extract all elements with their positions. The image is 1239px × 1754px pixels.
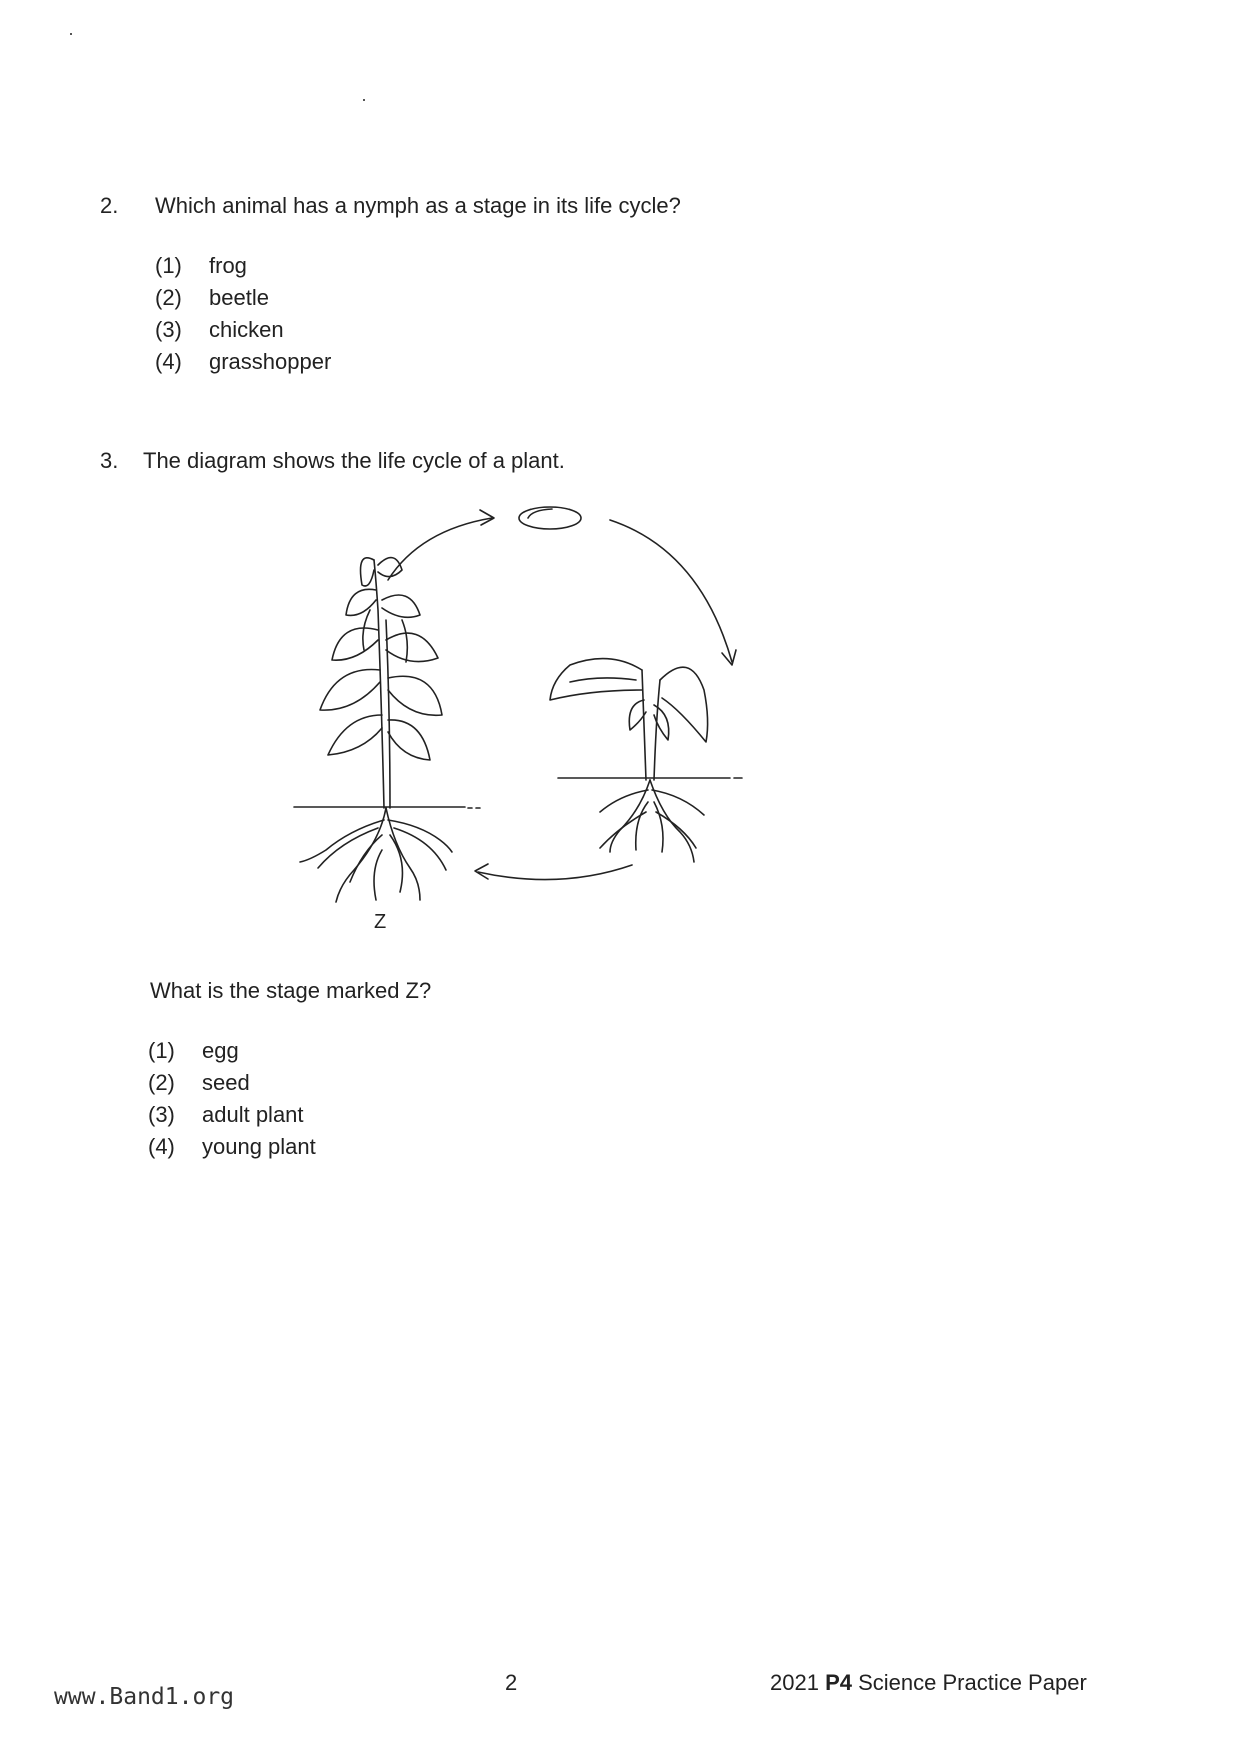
- option-label: beetle: [209, 285, 269, 310]
- plant-life-cycle-diagram: [270, 490, 850, 920]
- option-label: chicken: [209, 317, 284, 342]
- question-3-subquestion: What is the stage marked Z?: [150, 978, 432, 1003]
- paper-title-suffix: Science Practice Paper: [851, 1670, 1087, 1695]
- option-number: (3): [148, 1102, 175, 1127]
- paper-title: [770, 1670, 1087, 1696]
- seed-stage: [519, 507, 581, 529]
- question-3-option[interactable]: [148, 1038, 239, 1064]
- scan-speck: [363, 99, 365, 101]
- question-3-option[interactable]: [148, 1070, 250, 1096]
- paper-title-level: P4: [825, 1670, 852, 1695]
- option-label: seed: [202, 1070, 250, 1095]
- question-3-number: 3.: [100, 448, 119, 473]
- arrow-to-young-plant: [610, 520, 736, 665]
- question-2-option[interactable]: [155, 285, 269, 311]
- question-2-option[interactable]: [155, 349, 331, 375]
- option-label: frog: [209, 253, 247, 278]
- website-link[interactable]: www.Band1.org: [54, 1684, 235, 1710]
- question-2-option[interactable]: [155, 317, 284, 343]
- option-number: (1): [155, 253, 182, 278]
- question-3-option[interactable]: [148, 1102, 304, 1128]
- question-2-text: Which animal has a nymph as a stage in its life cycle?: [155, 193, 681, 218]
- diagram-label-z: Z: [374, 911, 387, 933]
- option-number: (1): [148, 1038, 175, 1063]
- question-3-text: The diagram shows the life cycle of a plant.: [143, 448, 565, 473]
- option-number: (2): [148, 1070, 175, 1095]
- arrow-to-seed: [388, 510, 494, 580]
- question-2-option[interactable]: [155, 253, 247, 279]
- option-number: (4): [148, 1134, 175, 1159]
- paper-title-prefix: 2021: [770, 1670, 826, 1695]
- option-number: (3): [155, 317, 182, 342]
- adult-plant-stage: [294, 558, 480, 902]
- option-label: grasshopper: [209, 349, 332, 374]
- option-number: (2): [155, 285, 182, 310]
- young-plant-stage: [550, 659, 742, 862]
- option-label: adult plant: [202, 1102, 304, 1127]
- option-label: egg: [202, 1038, 239, 1063]
- scan-speck: [70, 33, 72, 35]
- option-number: (4): [155, 349, 182, 374]
- arrow-to-adult-plant: [475, 864, 632, 880]
- option-label: young plant: [202, 1134, 316, 1159]
- question-3-option[interactable]: [148, 1134, 316, 1160]
- question-2-number: 2.: [100, 193, 119, 218]
- page-number: 2: [505, 1670, 518, 1695]
